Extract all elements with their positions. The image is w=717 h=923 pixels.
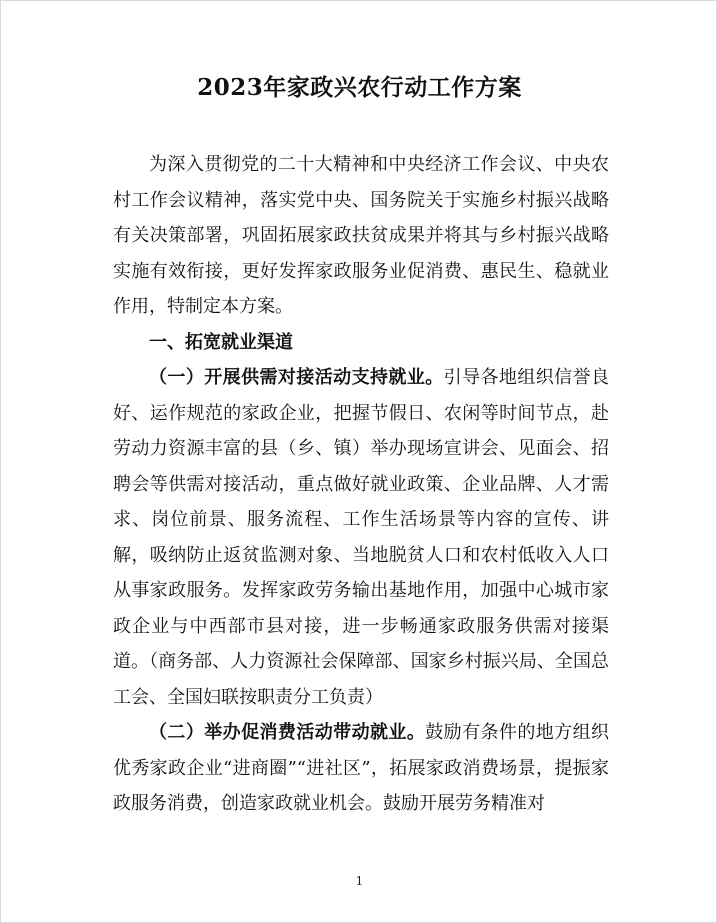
item-1-lead: （一）开展供需对接活动支持就业。: [149, 367, 444, 388]
item-2-paragraph: [113, 715, 609, 822]
document-body: [113, 147, 609, 822]
item-2-text: 鼓励有条件的地方组织优秀家政企业“进商圈”“进社区”，拓展家政消费场景，提振家政服务消费，创造家政就业机会。鼓励开展劳务精准对: [113, 722, 609, 814]
section-heading-1: 一、拓宽就业渠道: [149, 331, 293, 353]
item-1-paragraph: [113, 360, 609, 715]
item-1-text: 引导各地组织信誉良好、运作规范的家政企业，把握节假日、农闲等时间节点，赴劳动力资源丰富的县（乡、镇）举办现场宣讲会、见面会、招聘会等供需对接活动，重点做好就业政策、企业品牌、人才需求、岗位前景、服务流程、工作生活场景等内容的宣传、讲解，吸纳防止返贫监测对象、当地脱贫人口和农村低收入人口从事家政服务。发挥家政劳务输出基地作用，加强中心城市家政企业与中西部市县对接，进一步畅通家政服务供需对接渠道。（商务部、人力资源社会保障部、国家乡村振兴局、全国总工会、全国妇联按职责分工负责）: [113, 367, 610, 708]
intro-paragraph: 为深入贯彻党的二十大精神和中央经济工作会议、中央农村工作会议精神，落实党中央、国务院关于实施乡村振兴战略有关决策部署，巩固拓展家政扶贫成果并将其与乡村振兴战略实施有效衔接，更好发挥家政服务业促消费、惠民生、稳就业作用，特制定本方案。: [113, 154, 609, 317]
page-number: 1: [355, 874, 364, 888]
document-title: 2023年家政兴农行动工作方案: [197, 74, 522, 101]
item-2-lead: （二）举办促消费活动带动就业。: [149, 722, 426, 743]
